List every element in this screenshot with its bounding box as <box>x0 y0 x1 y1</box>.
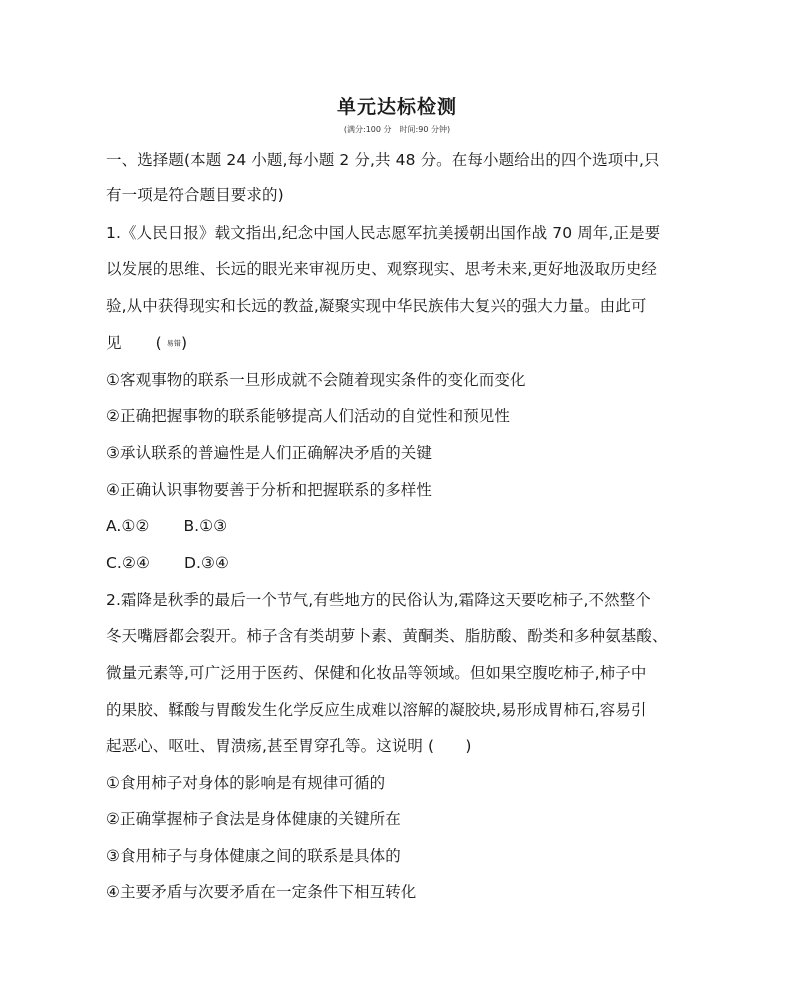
answer-paren-open: ( <box>155 334 162 352</box>
difficulty-tag: 易错 <box>166 339 181 348</box>
q2-stem-line-2: 冬天嘴唇都会裂开。柿子含有类胡萝卜素、黄酮类、脂肪酸、酚类和多种氨基酸、 <box>106 627 668 645</box>
choice-a: A.①② <box>106 517 150 535</box>
q1-stem-line-4 <box>106 333 187 354</box>
exam-info: (满分:100 分 时间:90 分钟) <box>343 125 451 134</box>
choice-d: D.③④ <box>183 554 230 572</box>
q1-stem-line-1: 1.《人民日报》载文指出,纪念中国人民志愿军抗美援朝出国作战 70 周年,正是要 <box>106 224 661 242</box>
choice-c: C.②④ <box>106 554 150 572</box>
section-heading-line-2: 有一项是符合题目要求的) <box>106 186 284 204</box>
q2-option-1: ①食用柿子对身体的影响是有规律可循的 <box>106 774 386 792</box>
q1-option-2: ②正确把握事物的联系能够提高人们活动的自觉性和预见性 <box>106 407 510 425</box>
section-heading-line-1: 一、选择题(本题 24 小题,每小题 2 分,共 48 分。在每小题给出的四个选项中,只 <box>106 151 660 169</box>
q1-stem-end: 见 <box>106 334 122 352</box>
q1-choices-row-2 <box>106 553 229 573</box>
q2-option-4: ④主要矛盾与次要矛盾在一定条件下相互转化 <box>106 883 417 901</box>
q1-stem-line-2: 以发展的思维、长远的眼光来审视历史、观察现实、思考未来,更好地汲取历史经 <box>106 260 658 278</box>
q1-option-4: ④正确认识事物要善于分析和把握联系的多样性 <box>106 481 432 499</box>
q2-option-3: ③食用柿子与身体健康之间的联系是具体的 <box>106 847 401 865</box>
q2-stem-line-3: 微量元素等,可广泛用于医药、保健和化妆品等领域。但如果空腹吃柿子,柿子中 <box>106 664 647 682</box>
page-title: 单元达标检测 <box>336 96 457 118</box>
choice-b: B.①③ <box>183 517 228 535</box>
q1-option-3: ③承认联系的普遍性是人们正确解决矛盾的关键 <box>106 444 432 462</box>
answer-paren-close: ) <box>181 334 188 352</box>
q1-option-1: ①客观事物的联系一旦形成就不会随着现实条件的变化而变化 <box>106 371 526 389</box>
q2-stem-line-4: 的果胶、鞣酸与胃酸发生化学反应生成难以溶解的凝胶块,易形成胃柿石,容易引 <box>106 701 647 719</box>
q2-stem-line-1: 2.霜降是秋季的最后一个节气,有些地方的民俗认为,霜降这天要吃柿子,不然整个 <box>106 591 651 609</box>
q2-option-2: ②正确掌握柿子食法是身体健康的关键所在 <box>106 810 401 828</box>
q1-stem-line-3: 验,从中获得现实和长远的教益,凝聚实现中华民族伟大复兴的强大力量。由此可 <box>106 297 647 315</box>
q1-choices-row-1 <box>106 516 227 536</box>
q2-stem-line-5: 起恶心、呕吐、胃溃疡,甚至胃穿孔等。这说明 ( ) <box>106 737 472 755</box>
